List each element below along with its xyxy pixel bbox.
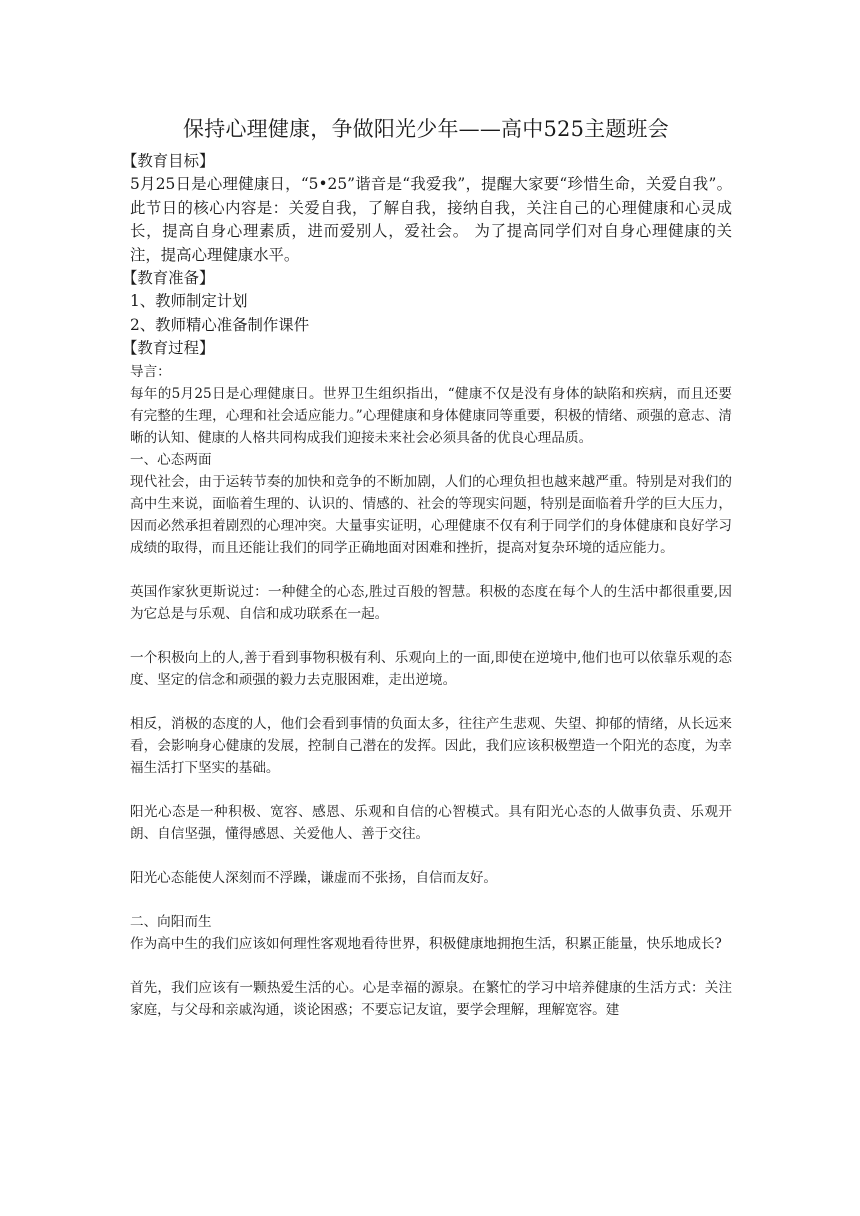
part1-paragraph-3: 一个积极向上的人,善于看到事物积极有利、乐观向上的一面,即使在逆境中,他们也可以依靠乐观的态度、坚定的信念和顽强的毅力去克服困难，走出逆境。 <box>130 649 732 688</box>
section-heading-goal: 【教育目标】 <box>122 152 215 170</box>
paragraph-gap <box>130 625 732 647</box>
goal-paragraph: 5月25日是心理健康日，“5•25”谐音是“我爱我”，提醒大家要“珍惜生命，关爱自我”。此节日的核心内容是：关爱自我，了解自我，接纳自我，关注自己的心理健康和心灵成长，提高自身心理素质，进而爱别人，爱社会。 为了提高同学们对自身心理健康的关注，提高心理健康水平。 <box>130 175 732 264</box>
part1-heading: 一、心态两面 <box>130 451 212 468</box>
section-heading-process: 【教育过程】 <box>122 339 215 358</box>
prep-item-2: 2、教师精心准备制作课件 <box>130 315 310 334</box>
intro-label: 导言： <box>130 363 171 380</box>
part2-heading: 二、向阳而生 <box>130 913 212 930</box>
part1-paragraph-1: 现代社会，由于运转节奏的加快和竞争的不断加剧，人们的心理负担也越来越严重。特别是对我们的高中生来说，面临着生理的、认识的、情感的、社会的等现实问题，特别是面临着升学的巨大压力，因而必然承担着剧烈的心理冲突。大量事实证明，心理健康不仅有利于同学们的身体健康和良好学习成绩的取得，而且还能让我们的同学正确地面对困难和挫折，提高对复杂环境的适应能力。 <box>130 473 732 556</box>
part2-paragraph-1: 作为高中生的我们应该如何理性客观地看待世界，积极健康地拥抱生活，积累正能量，快乐地成长? <box>130 935 722 952</box>
part1-paragraph-2: 英国作家狄更斯说过：一种健全的心态,胜过百般的智慧。积极的态度在每个人的生活中都很重要,因为它总是与乐观、自信和成功联系在一起。 <box>130 583 732 622</box>
paragraph-gap <box>130 779 732 801</box>
paragraph-gap <box>130 955 732 977</box>
paragraph-gap <box>130 691 732 713</box>
paragraph-gap <box>130 889 732 911</box>
prep-item-1: 1、教师制定计划 <box>130 292 248 311</box>
part1-paragraph-5: 阳光心态是一种积极、宽容、感恩、乐观和自信的心智模式。具有阳光心态的人做事负责、乐观开朗、自信坚强，懂得感恩、关爱他人、善于交往。 <box>130 803 732 842</box>
paragraph-gap <box>130 845 732 867</box>
part1-paragraph-4: 相反，消极的态度的人，他们会看到事情的负面太多，往往产生悲观、失望、抑郁的情绪，从长远来看，会影响身心健康的发展，控制自己潜在的发挥。因此，我们应该积极塑造一个阳光的态度，为幸福生活打下坚实的基础。 <box>130 715 732 776</box>
intro-paragraph: 每年的5月25日是心理健康日。世界卫生组织指出，“健康不仅是没有身体的缺陷和疾病，而且还要有完整的生理，心理和社会适应能力。”心理健康和身体健康同等重要，积极的情绪、顽强的意志、清晰的认知、健康的人格共同构成我们迎接未来社会必须具备的优良心理品质。 <box>130 385 732 446</box>
section-heading-preparation: 【教育准备】 <box>122 269 215 288</box>
part1-paragraph-6: 阳光心态能使人深刻而不浮躁，谦虚而不张扬，自信而友好。 <box>130 869 498 886</box>
page-title: 保持心理健康，争做阳光少年——高中525主题班会 <box>183 117 669 141</box>
paragraph-gap <box>130 559 732 581</box>
part2-paragraph-2: 首先，我们应该有一颗热爱生活的心。心是幸福的源泉。在繁忙的学习中培养健康的生活方式：关注家庭，与父母和亲戚沟通，谈论困惑；不要忘记友谊，要学会理解，理解宽容。建 <box>130 979 732 1018</box>
document-page <box>122 114 732 1021</box>
